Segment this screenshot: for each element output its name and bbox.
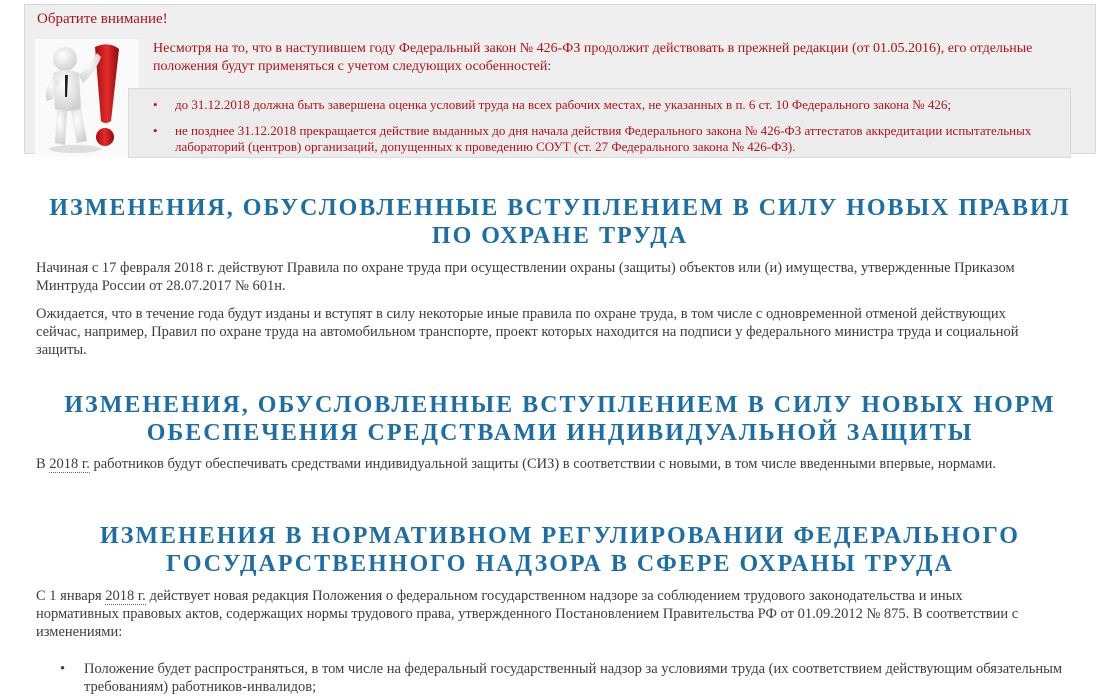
paragraph	[36, 587, 1046, 641]
heading-line: ИЗМЕНЕНИЯ, ОБУСЛОВЛЕННЫЕ ВСТУПЛЕНИЕМ В СИЛУ НОВЫХ ПРАВИЛ	[49, 195, 1071, 221]
paragraph-text: работников будут обеспечивать средствами индивидуальной защиты (СИЗ) в соответствии с новыми, в том числе введенными впервые, нормами.	[89, 456, 997, 472]
list-item	[129, 123, 1070, 155]
notice-intro-text: Несмотря на то, что в наступившем году Федеральный закон № 426-ФЗ продолжит действовать в прежней редакции (от 01.05.2016), его отдельные положения будут применяться с учетом следующих особенностей:	[153, 41, 1033, 74]
list-item-text: Положение будет распространяться, в том числе на федеральный государственный надзор за условиями труда (их соответствием действующим обязательным требованиям) работников-инвалидов;	[84, 661, 1063, 695]
bullet-icon: •	[153, 123, 158, 138]
section-heading-state-supervision	[24, 522, 1096, 578]
heading-line: ОБЕСПЕЧЕНИЯ СРЕДСТВАМИ ИНДИВИДУАЛЬНОЙ ЗАЩИТЫ	[146, 420, 974, 446]
bullet-icon: •	[153, 97, 158, 112]
list-item	[60, 660, 1100, 696]
notice-bullet-list	[128, 88, 1071, 158]
heading-line: ИЗМЕНЕНИЯ В НОРМАТИВНОМ РЕГУЛИРОВАНИИ ФЕДЕРАЛЬНОГО	[100, 523, 1020, 549]
paragraph-text: В	[36, 456, 50, 472]
heading-line: ПО ОХРАНЕ ТРУДА	[431, 223, 689, 249]
list-item	[129, 97, 1070, 113]
exclamation-figure-illustration	[35, 39, 139, 157]
paragraph: Начиная с 17 февраля 2018 г. действуют Правила по охране труда при осуществлении охраны (защиты) объектов или (и) имущества, утвержденные Приказом Минтруда России от 28.07.2017 № 601н.	[36, 260, 1015, 294]
heading-line: ИЗМЕНЕНИЯ, ОБУСЛОВЛЕННЫЕ ВСТУПЛЕНИЕМ В СИЛУ НОВЫХ НОРМ	[64, 392, 1056, 418]
paragraph-text: С 1 января	[36, 588, 106, 604]
paragraph-text: действует новая редакция Положения о федеральном государственном надзоре за соблюдением трудового законодательства и иных нормативных правовых актов, содержащих нормы трудового права, утвержденного Постановлением Правительства РФ от 01.09.2012 № 875. В соответствии с изменениями:	[36, 588, 1019, 640]
bullet-icon: •	[60, 661, 66, 677]
notice-item-text: не позднее 31.12.2018 прекращается действие выданных до дня начала действия Федерального закона № 426-ФЗ аттестатов аккредитации испытательных лабораторий (центров) организаций, допущенных к проведению СОУТ (ст. 27 Федерального закона № 426-ФЗ).	[175, 123, 1032, 154]
paragraph	[36, 455, 1056, 473]
section-heading-labor-rules	[24, 194, 1096, 250]
person-with-exclamation-icon	[35, 39, 139, 157]
section-heading-ppe-norms	[24, 391, 1096, 447]
changes-list	[60, 660, 1100, 696]
year-link[interactable]: 2018 г.	[105, 588, 146, 604]
notice-item-text: до 31.12.2018 должна быть завершена оценка условий труда на всех рабочих местах, не указанных в п. 6 ст. 10 Федерального закона № 426;	[175, 97, 951, 112]
paragraph: Ожидается, что в течение года будут изданы и вступят в силу некоторые иные правила по охране труда, в том числе с одновременной отменой действующих сейчас, например, Правил по охране труда на автомобильном транспорте, проект которых находится на подписи у федерального министра труда и социальной защиты.	[36, 306, 1019, 358]
year-link[interactable]: 2018 г.	[49, 456, 90, 472]
heading-line: ГОСУДАРСТВЕННОГО НАДЗОРА В СФЕРЕ ОХРАНЫ ТРУДА	[166, 551, 954, 577]
notice-title: Обратите внимание!	[37, 11, 168, 27]
